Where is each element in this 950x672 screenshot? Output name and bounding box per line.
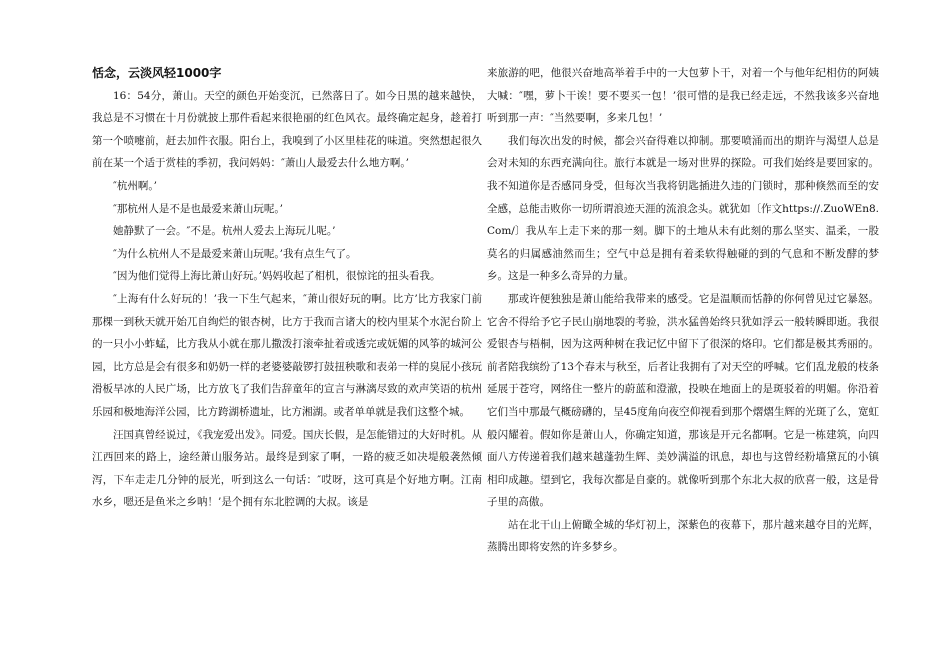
document-title: 恬念，云淡风轻1000字 bbox=[92, 66, 222, 80]
paragraph: ″那杭州人是不是也最爱来萧山玩呢。’ bbox=[113, 202, 284, 215]
paragraph: ″上海有什么好玩的！’我一下生气起来，″萧山很好玩的啊。比方’比方我家门前那棵一到秋天就开始兀自绚烂的银杏树，比方于我而言诸大的校内里某个水泥台阶上的一只小小蚱蜢，比方我从小就在那儿撒泼打滚牵扯着或透完或妩媚的风筝的城河公园，比方总是会有很多和奶奶一样的老婆婆敲锣打鼓扭秧歌和表弟一样的臭屁小孩玩滑板旱冰的人民广场，比方放飞了我们告辞童年的宣言与淋漓尽致的欢声笑语的杭州乐园和极地海洋公园，比方跨湖桥遗址，比方湘湖。或者单单就是我们这整个城。 bbox=[92, 292, 482, 418]
paragraph-continued: 来旅游的吧，他很兴奋地高举着手中的一大包萝卜干，对着一个与他年纪相仿的阿姨大喊：″嘿，萝卜干诶！要不要买一包！’很可惜的是我已经走远，不然我该多兴奋地听到那一声：″当然要啊，多来几包！’ bbox=[487, 67, 879, 125]
paragraph: 她静默了一会。″不是。杭州人爱去上海玩儿呢。’ bbox=[113, 225, 336, 238]
paragraph: 我们每次出发的时候，都会兴奋得难以抑制。那要喷涌而出的期许与渴望人总是会对未知的东西充满向往。旅行本就是一场对世界的探险。可我们始终是要回家的。我不知道你是否感同身受，但每次当我将钥匙插进久违的门锁时，那种倏然而至的安全感，总能击败你一切所谓浪迹天涯的流浪念头。就犹如〔作文https://.ZuoWEn8.Com/〕我从车上走下来的那一刻。脚下的土地从未有此刻的那么坚实、温柔，一股莫名的归属感油然而生；空气中总是拥有着柔软得触碰的到的气息和不断发酵的梦乡。这是一种多么奇异的力量。 bbox=[487, 134, 879, 283]
paragraph: 16：54分，萧山。天空的颜色开始变沉，已然落日了。如今日黑的越来越快，我总是不习惯在十月份就披上那件看起来很艳丽的红色风衣。最终确定起身，趁着打第一个喷嚏前，赶去加件衣服。阳台上，我嗅到了小区里桂花的味道。突然想起很久前在某一个适于赏桂的季初，我问妈妈：″萧山人最爱去什么地方啊。’ bbox=[92, 89, 482, 170]
paragraph: 那或许便独独是萧山能给我带来的感受。它是温顺而恬静的你何曾见过它暴怒。它舍不得给予它子民山崩地裂的考验，洪水猛兽始终只犹如浮云一般转瞬即逝。我很爱银杏与梧桐，因为这两种树在我记忆中留下了很深的烙印。它们都是极其秀丽的。前者陪我缤纷了13个春末与秋至，后者让我拥有了对天空的呼喊。它们乱龙般的枝条延展于苍穹，网络住一整片的蔚蓝和澄澈，投映在地面上的是斑驳着的明媚。你沿着它们当中那最气概磅礴的，呈45度角向夜空仰视看到那个熠熠生辉的光斑了么，宽虹般闪耀着。假如你是萧山人，你确定知道，那该是开元名都啊。它是一栋建筑，向四面八方传递着我们越来越蓬勃生辉、美妙满溢的讯息，却也与这曾经粉墙黛瓦的小镇相印成趣。望到它，我每次都是自豪的。就像听到那个东北大叔的欣喜一般，这是骨子里的高傲。 bbox=[487, 292, 879, 509]
paragraph: 站在北干山上俯瞰全城的华灯初上，深紫色的夜幕下，那片越来越夺目的光辉，蒸腾出即将安然的许多梦乡。 bbox=[487, 518, 879, 554]
paragraph: ″为什么杭州人不是最爱来萧山玩呢。’我有点生气了。 bbox=[113, 247, 357, 260]
left-column bbox=[92, 62, 482, 514]
right-column bbox=[487, 62, 879, 559]
paragraph: ″杭州啊。’ bbox=[113, 179, 158, 192]
paragraph: ″因为他们觉得上海比萧山好玩。’妈妈收起了相机，很惊诧的扭头看我。 bbox=[113, 270, 441, 283]
paragraph: 汪国真曾经说过，《我宠爱出发》。同爱。国庆长假，是怎能错过的大好时机。从江西回来的路上，途经萧山服务站。最终是到家了啊，一路的疲乏如决堤般袭然倾泻，下车走走几分钟的辰光，听到这么一句话：″哎呀，这可真是个好地方啊。江南水乡，嗯还是鱼米之乡呐！’是个拥有东北腔调的大叔。该是 bbox=[92, 428, 482, 509]
